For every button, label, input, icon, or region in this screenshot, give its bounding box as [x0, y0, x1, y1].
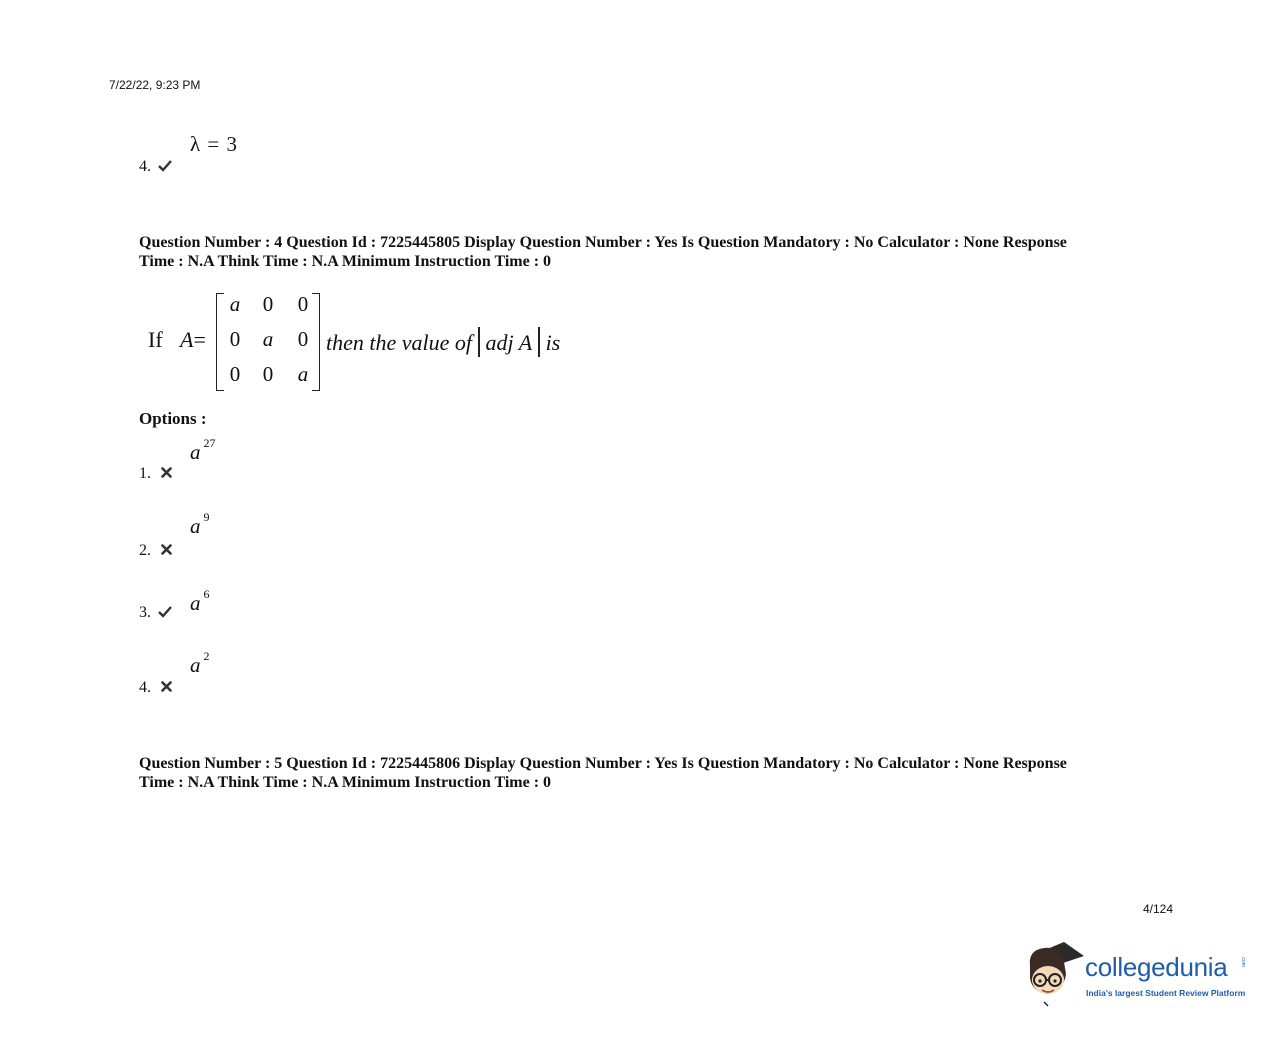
meta-line-2: Time : N.A Think Time : N.A Minimum Instruction Time : 0: [139, 253, 552, 270]
print-date: 7/22/22, 9:23 PM: [109, 78, 201, 92]
meta-line-2: Time : N.A Think Time : N.A Minimum Instruction Time : 0: [139, 774, 552, 791]
matrix-cell: a: [229, 292, 241, 316]
brand-tagline: India's largest Student Review Platform: [1086, 988, 1246, 998]
question-tail: [326, 327, 560, 357]
option-exponent: 6: [203, 587, 210, 601]
option-base: a: [190, 653, 201, 677]
brand-text: collegedunia: [1085, 952, 1228, 982]
brand-name: [1085, 952, 1227, 983]
matrix-cell: a: [262, 327, 274, 351]
matrix-left-bracket: [216, 293, 224, 391]
cross-icon: [161, 681, 172, 692]
matrix-cell: 0: [297, 292, 309, 316]
option-exponent: 9: [203, 510, 210, 524]
option-4: [139, 679, 172, 697]
options-label: Options :: [139, 409, 207, 428]
option-exponent: 27: [203, 436, 216, 450]
mascot-logo-icon: [1024, 938, 1086, 1008]
question-lhs: [180, 327, 206, 353]
option-3: [139, 604, 172, 622]
question-tail-text: then the value of: [326, 330, 473, 355]
question-5-meta: [139, 754, 1149, 792]
option-base: a: [190, 591, 201, 615]
meta-line-1: Question Number : 5 Question Id : 7225445806 Display Question Number : Yes Is Question Mandatory : No Calculator : None Response: [139, 755, 1067, 772]
option-1-math: [190, 436, 216, 465]
question-4-meta: [139, 233, 1149, 271]
option-2: [139, 542, 172, 560]
abs-content: adj A: [485, 330, 533, 355]
option-base: a: [190, 440, 201, 464]
cross-icon: [161, 544, 172, 555]
matrix-cell: 0: [297, 327, 309, 351]
matrix-cell: 0: [229, 362, 241, 386]
matrix-cell: a: [297, 362, 309, 386]
matrix-cell: 0: [229, 327, 241, 351]
option-number: 4.: [139, 158, 151, 175]
option-number: 3.: [139, 604, 151, 621]
meta-line-1: Question Number : 4 Question Id : 7225445805 Display Question Number : Yes Is Question Mandatory : No Calculator : None Response: [139, 234, 1067, 251]
cross-icon: [161, 467, 172, 478]
previous-option-4: [139, 158, 172, 176]
previous-option-content: λ = 3: [190, 132, 239, 156]
equals-sign: =: [193, 327, 206, 352]
brand-tld: .com: [1240, 956, 1246, 967]
question-tail-end: is: [545, 330, 561, 355]
option-exponent: 2: [203, 649, 210, 663]
option-3-math: [190, 587, 210, 616]
option-number: 4.: [139, 679, 151, 696]
abs-bar-right: [538, 327, 540, 357]
page-number: 4/124: [1143, 902, 1174, 916]
option-base: a: [190, 514, 201, 538]
question-prefix: If: [148, 327, 163, 352]
check-icon: [158, 160, 172, 172]
matrix-a: [216, 290, 320, 394]
matrix-cell: 0: [262, 362, 274, 386]
option-number: 1.: [139, 465, 151, 482]
matrix-name: A: [180, 327, 194, 352]
option-1: [139, 465, 172, 483]
check-icon: [158, 606, 172, 618]
option-number: 2.: [139, 542, 151, 559]
abs-bar-left: [478, 327, 480, 357]
option-2-math: [190, 510, 210, 539]
matrix-cell: 0: [262, 292, 274, 316]
option-4-math: [190, 649, 210, 678]
